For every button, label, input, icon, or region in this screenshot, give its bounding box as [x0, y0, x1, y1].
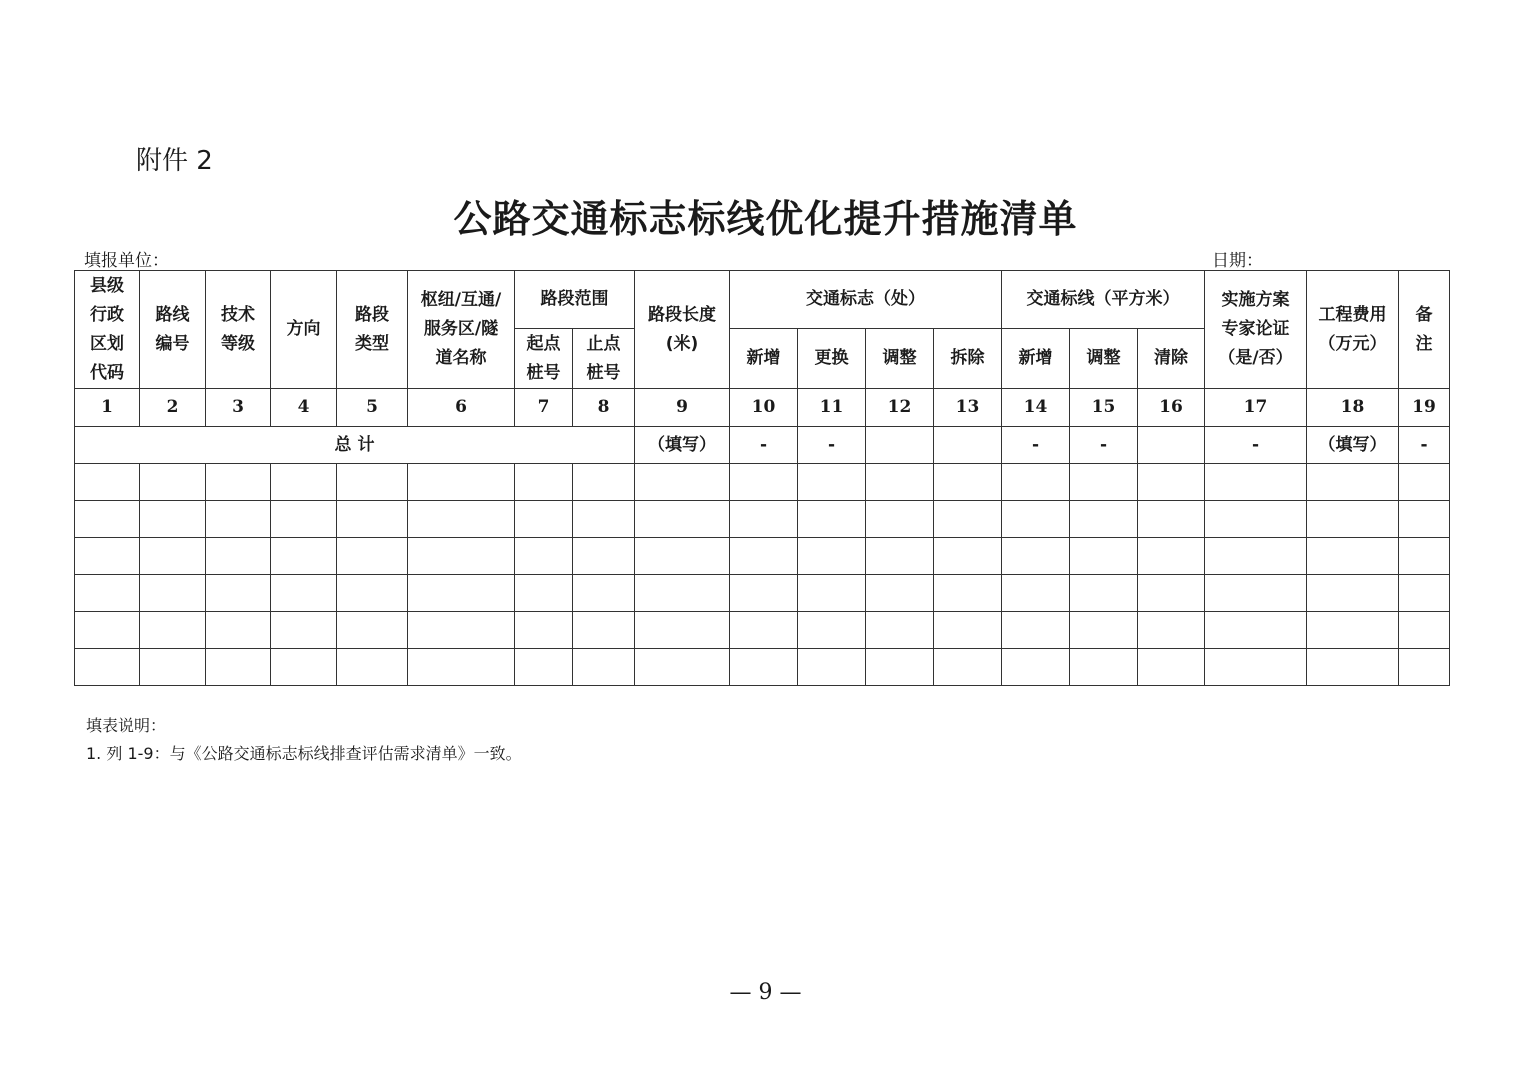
table-cell[interactable] — [730, 464, 798, 501]
table-cell[interactable] — [934, 538, 1002, 575]
table-cell[interactable] — [1002, 649, 1070, 686]
page-number: — 9 — — [729, 980, 802, 1005]
header-section-type: 路段 类型 — [337, 271, 408, 389]
table-cell[interactable] — [1002, 538, 1070, 575]
table-cell[interactable] — [206, 538, 271, 575]
table-cell[interactable] — [1307, 575, 1399, 612]
table-cell[interactable] — [515, 649, 573, 686]
header-mark-adjust: 调整 — [1070, 329, 1138, 389]
table-cell[interactable] — [730, 649, 798, 686]
header-route-no: 路线 编号 — [140, 271, 206, 389]
table-cell[interactable] — [1002, 575, 1070, 612]
table-cell[interactable] — [206, 649, 271, 686]
table-cell[interactable] — [75, 612, 140, 649]
header-remarks: 备 注 — [1399, 271, 1450, 389]
table-cell[interactable] — [1138, 575, 1205, 612]
total-mark-new: - — [1002, 427, 1070, 464]
total-remarks: - — [1399, 427, 1450, 464]
table-cell[interactable] — [1205, 501, 1307, 538]
header-hub-name: 枢纽/互通/ 服务区/隧 道名称 — [408, 271, 515, 389]
notes-heading: 填表说明： — [86, 716, 167, 735]
table-cell[interactable] — [408, 612, 515, 649]
total-mark-adjust: - — [1070, 427, 1138, 464]
measures-table — [74, 270, 1450, 686]
table-cell[interactable] — [1399, 612, 1450, 649]
total-sign-adjust[interactable] — [866, 427, 934, 464]
table-cell[interactable] — [730, 501, 798, 538]
table-cell[interactable] — [515, 464, 573, 501]
col-num-18: 18 — [1307, 389, 1399, 427]
table-cell[interactable] — [1070, 501, 1138, 538]
date-label: 日期： — [1212, 251, 1263, 271]
table-cell[interactable] — [934, 575, 1002, 612]
total-sign-new: - — [730, 427, 798, 464]
table-cell[interactable] — [730, 612, 798, 649]
table-cell[interactable] — [1138, 649, 1205, 686]
table-cell[interactable] — [1070, 612, 1138, 649]
col-num-14: 14 — [1002, 389, 1070, 427]
table-cell[interactable] — [635, 649, 730, 686]
col-num-12: 12 — [866, 389, 934, 427]
header-sign-new: 新增 — [730, 329, 798, 389]
total-length[interactable]: （填写） — [635, 427, 730, 464]
notes-item-1: 1. 列 1-9：与《公路交通标志标线排查评估需求清单》一致。 — [86, 744, 522, 763]
header-row-1 — [75, 271, 1450, 329]
table-cell[interactable] — [408, 464, 515, 501]
table-cell[interactable] — [206, 501, 271, 538]
col-num-13: 13 — [934, 389, 1002, 427]
table-cell[interactable] — [1002, 612, 1070, 649]
col-num-7: 7 — [515, 389, 573, 427]
total-cost[interactable]: （填写） — [1307, 427, 1399, 464]
table-cell[interactable] — [573, 649, 635, 686]
total-expert-review: - — [1205, 427, 1307, 464]
table-row — [75, 649, 1450, 686]
table-cell[interactable] — [798, 538, 866, 575]
table-cell[interactable] — [337, 464, 408, 501]
table-cell[interactable] — [515, 575, 573, 612]
table-cell[interactable] — [1070, 464, 1138, 501]
document-title: 公路交通标志标线优化提升措施清单 — [453, 197, 1078, 241]
table-cell[interactable] — [866, 501, 934, 538]
table-cell[interactable] — [206, 575, 271, 612]
table-cell[interactable] — [140, 649, 206, 686]
header-county-code: 县级 行政 区划 代码 — [75, 271, 140, 389]
total-sign-replace: - — [798, 427, 866, 464]
header-mark-new: 新增 — [1002, 329, 1070, 389]
table-cell[interactable] — [1205, 464, 1307, 501]
table-cell[interactable] — [1002, 464, 1070, 501]
table-cell[interactable] — [1399, 575, 1450, 612]
table-cell[interactable] — [408, 501, 515, 538]
column-number-row — [75, 389, 1450, 427]
table-cell[interactable] — [1205, 649, 1307, 686]
table-cell[interactable] — [75, 575, 140, 612]
table-cell[interactable] — [337, 538, 408, 575]
table-cell[interactable] — [1205, 575, 1307, 612]
table-cell[interactable] — [934, 464, 1002, 501]
table-cell[interactable] — [271, 575, 337, 612]
table-cell[interactable] — [75, 464, 140, 501]
col-num-6: 6 — [408, 389, 515, 427]
table-cell[interactable] — [798, 649, 866, 686]
table-cell[interactable] — [1307, 538, 1399, 575]
total-label: 总 计 — [75, 427, 635, 464]
table-cell[interactable] — [75, 501, 140, 538]
table-cell[interactable] — [573, 501, 635, 538]
col-num-17: 17 — [1205, 389, 1307, 427]
table-cell[interactable] — [515, 501, 573, 538]
header-sign-remove: 拆除 — [934, 329, 1002, 389]
table-row — [75, 612, 1450, 649]
header-start-stake: 起点 桩号 — [515, 329, 573, 389]
table-cell[interactable] — [1070, 538, 1138, 575]
table-cell[interactable] — [515, 612, 573, 649]
table-cell[interactable] — [140, 575, 206, 612]
table-cell[interactable] — [866, 464, 934, 501]
table-cell[interactable] — [635, 501, 730, 538]
table-cell[interactable] — [140, 501, 206, 538]
col-num-16: 16 — [1138, 389, 1205, 427]
table-cell[interactable] — [934, 649, 1002, 686]
table-cell[interactable] — [1138, 612, 1205, 649]
table-cell[interactable] — [515, 538, 573, 575]
table-cell[interactable] — [1205, 538, 1307, 575]
table-cell[interactable] — [573, 538, 635, 575]
table-cell[interactable] — [1399, 464, 1450, 501]
table-cell[interactable] — [271, 612, 337, 649]
table-cell[interactable] — [337, 649, 408, 686]
table-cell[interactable] — [1138, 538, 1205, 575]
table-cell[interactable] — [798, 464, 866, 501]
table-cell[interactable] — [1138, 501, 1205, 538]
table-cell[interactable] — [1399, 501, 1450, 538]
header-sign-replace: 更换 — [798, 329, 866, 389]
header-tech-grade: 技术 等级 — [206, 271, 271, 389]
header-sign-adjust: 调整 — [866, 329, 934, 389]
table-cell[interactable] — [635, 575, 730, 612]
table-cell[interactable] — [1070, 575, 1138, 612]
table-cell[interactable] — [866, 612, 934, 649]
header-mark-clear: 清除 — [1138, 329, 1205, 389]
col-num-9: 9 — [635, 389, 730, 427]
header-expert-review: 实施方案 专家论证 （是/否） — [1205, 271, 1307, 389]
table-cell[interactable] — [730, 575, 798, 612]
col-num-3: 3 — [206, 389, 271, 427]
table-cell[interactable] — [730, 538, 798, 575]
table-row — [75, 464, 1450, 501]
table-cell[interactable] — [337, 575, 408, 612]
header-cost: 工程费用 （万元） — [1307, 271, 1399, 389]
col-num-10: 10 — [730, 389, 798, 427]
table-cell[interactable] — [573, 464, 635, 501]
table-cell[interactable] — [408, 649, 515, 686]
table-row — [75, 501, 1450, 538]
table-cell[interactable] — [934, 501, 1002, 538]
table-cell[interactable] — [635, 612, 730, 649]
table-cell[interactable] — [934, 612, 1002, 649]
header-section-length: 路段长度 (米) — [635, 271, 730, 389]
table-cell[interactable] — [1307, 649, 1399, 686]
table-cell[interactable] — [271, 649, 337, 686]
table-cell[interactable] — [866, 575, 934, 612]
col-num-5: 5 — [337, 389, 408, 427]
table-cell[interactable] — [1399, 538, 1450, 575]
total-mark-clear[interactable] — [1138, 427, 1205, 464]
table-cell[interactable] — [408, 538, 515, 575]
col-num-19: 19 — [1399, 389, 1450, 427]
total-row — [75, 427, 1450, 464]
table-cell[interactable] — [1399, 649, 1450, 686]
table-cell[interactable] — [140, 464, 206, 501]
col-num-2: 2 — [140, 389, 206, 427]
header-signs-group: 交通标志（处） — [730, 271, 1002, 329]
col-num-1: 1 — [75, 389, 140, 427]
table-cell[interactable] — [271, 538, 337, 575]
table-cell[interactable] — [635, 538, 730, 575]
table-cell[interactable] — [866, 538, 934, 575]
table-cell[interactable] — [1070, 649, 1138, 686]
table-cell[interactable] — [408, 575, 515, 612]
table-cell[interactable] — [271, 501, 337, 538]
table-cell[interactable] — [206, 464, 271, 501]
header-direction: 方向 — [271, 271, 337, 389]
table-cell[interactable] — [1138, 464, 1205, 501]
header-markings-group: 交通标线（平方米） — [1002, 271, 1205, 329]
table-cell[interactable] — [573, 612, 635, 649]
table-cell[interactable] — [140, 538, 206, 575]
table-row — [75, 575, 1450, 612]
col-num-4: 4 — [271, 389, 337, 427]
table-cell[interactable] — [75, 538, 140, 575]
table-cell[interactable] — [140, 612, 206, 649]
col-num-15: 15 — [1070, 389, 1138, 427]
col-num-11: 11 — [798, 389, 866, 427]
table-cell[interactable] — [1307, 464, 1399, 501]
col-num-8: 8 — [573, 389, 635, 427]
table-cell[interactable] — [206, 612, 271, 649]
header-section-range: 路段范围 — [515, 271, 635, 329]
annex-label: 附件 2 — [136, 146, 213, 176]
total-sign-remove[interactable] — [934, 427, 1002, 464]
table-cell[interactable] — [1307, 612, 1399, 649]
table-cell[interactable] — [573, 575, 635, 612]
table-cell[interactable] — [798, 612, 866, 649]
table-row — [75, 538, 1450, 575]
table-cell[interactable] — [337, 612, 408, 649]
table-cell[interactable] — [798, 575, 866, 612]
table-cell[interactable] — [75, 649, 140, 686]
table-cell[interactable] — [1002, 501, 1070, 538]
header-end-stake: 止点 桩号 — [573, 329, 635, 389]
table-cell[interactable] — [271, 464, 337, 501]
table-cell[interactable] — [798, 501, 866, 538]
table-cell[interactable] — [635, 464, 730, 501]
reporting-unit-label: 填报单位： — [84, 251, 169, 271]
table-cell[interactable] — [337, 501, 408, 538]
table-cell[interactable] — [1307, 501, 1399, 538]
table-cell[interactable] — [866, 649, 934, 686]
table-cell[interactable] — [1205, 612, 1307, 649]
